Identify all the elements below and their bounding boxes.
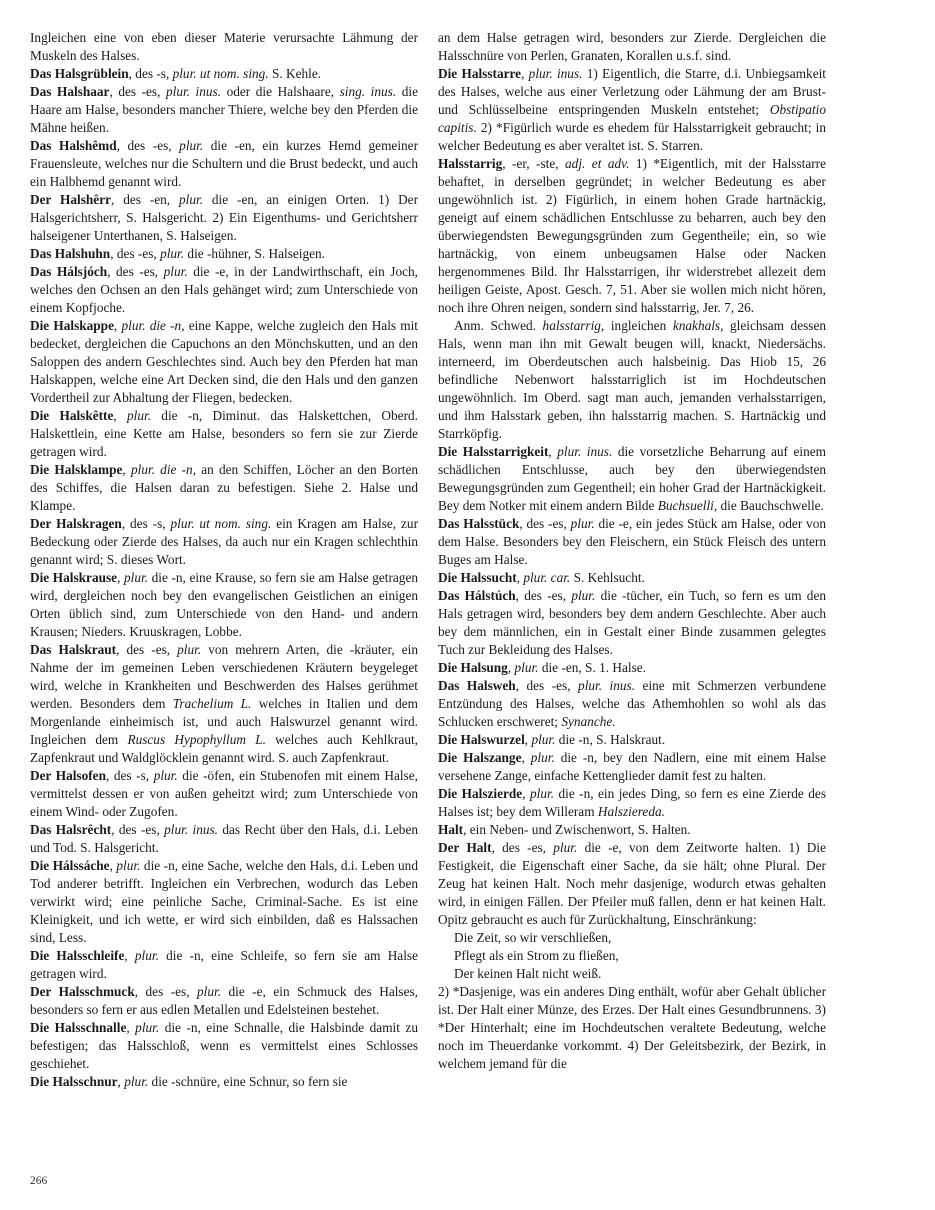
entry-text: Ingleichen eine von eben dieser Materie verursachte Lähmung der Muskeln des Halses. xyxy=(30,30,418,63)
entry-text: , des -es, plur. die -e, von dem Zeitworte halten. 1) Die Festigkeit, die Eigenschaft einer Sache, da sie hält; ohne Plural. Der Zeug hat keinen Halt. Noch mehr dasjenige, wodurch etwas gehalten wird, in einigen Fällen. Der Pfeiler muß fallen, denn er hat keinen Halt. Opitz gebraucht es auch für Zurückhaltung, Einschränkung: xyxy=(438,840,826,927)
dictionary-entry xyxy=(438,155,826,317)
dictionary-entry xyxy=(438,65,826,155)
entry-text: , plur. die -n, an den Schiffen, Löcher an den Borten des Schiffes, die Halsen daran zu befestigen. Siehe 2. Halse und Klampe. xyxy=(30,462,418,513)
right-column xyxy=(438,29,826,1073)
entry-text: , des -es, plur. von mehrern Arten, die -kräuter, ein Nahme der im gemeinen Leben verschiedenen Kräutern beygeleget wird, welche in Krankheiten und Beschwerden des Halses gerühmet werden. Besonders dem Trachelium L. welches in Italien und dem Morgenlande einheimisch ist, und auch Halswurzel genannt wird. Ingleichen dem Ruscus Hypophyllum L. welches auch Kehlkraut, Zapfenkraut und Waldglöcklein genannt wird. S. auch Zapfenkraut. xyxy=(30,642,419,765)
dictionary-entry xyxy=(30,245,418,263)
entry-text: , plur. die -n, eine Schnalle, die Halsbinde damit zu befestigen; das Halsschloß, wenn es vermittelst eines Schlosses geschiehet. xyxy=(30,1020,418,1071)
headword: Die Halsschleife xyxy=(30,948,125,963)
entry-text: , des -es, plur. die -en, ein kurzes Hemd gemeiner Frauensleute, welches nur die Schultern und die Brust bedeckt, und auch ein Halbhemd genannt wird. xyxy=(30,138,418,189)
entry-text: , des -es, plur. die -hühner, S. Halseigen. xyxy=(110,246,325,261)
left-column xyxy=(30,29,418,1091)
entry-text: Pflegt als ein Strom zu fließen, xyxy=(454,948,619,963)
entry-text: , plur. die -n, ein jedes Ding, so fern es eine Zierde des Halses ist; bey dem Willeram Halsziereda. xyxy=(438,786,826,819)
headword: Die Halsung xyxy=(438,660,508,675)
dictionary-entry xyxy=(30,983,418,1019)
verse-line xyxy=(438,929,826,947)
entry-continuation xyxy=(438,317,826,443)
dictionary-entry xyxy=(30,461,418,515)
dictionary-entry xyxy=(438,821,826,839)
headword: Der Halsofen xyxy=(30,768,106,783)
entry-text: , plur. die -n, eine Kappe, welche zugleich den Hals mit bedecket, dergleichen die Capuchons an den Mönchskutten, und an den Saloppen des andern Geschlechtes sind. Auch bey den Pferden hat man Halskappen, welche eine Art Decken sind, die den Hals und den ganzen Vordertheil zur Abhaltung der Fliegen, bedecken. xyxy=(30,318,418,405)
headword: Die Halszierde xyxy=(438,786,523,801)
headword: Der Halskragen xyxy=(30,516,122,531)
entry-text: , plur. die -n, S. Halskraut. xyxy=(524,732,666,747)
entry-continuation xyxy=(438,983,826,1073)
entry-text: , plur. die -en, S. 1. Halse. xyxy=(507,660,646,675)
dictionary-entry xyxy=(438,515,826,569)
entry-text: , plur. die -n, eine Sache, welche den Hals, d.i. Leben und Tod anderer betrifft. Ingleichen ein Verbrechen, wodurch das Leben verwirkt wird; eine peinliche Sache, Criminal-Sache. Es ist eine Kleinigkeit, und ich wette, er wird sich einbilden, daß es Halssachen sind, Less. xyxy=(30,858,418,945)
dictionary-entry xyxy=(438,587,826,659)
headword: Das Halsstück xyxy=(438,516,520,531)
entry-continuation xyxy=(30,29,418,65)
entry-continuation xyxy=(438,29,826,65)
dictionary-entry xyxy=(30,1019,418,1073)
entry-text: , plur. car. S. Kehlsucht. xyxy=(516,570,645,585)
headword: Das Halsweh xyxy=(438,678,516,693)
entry-text: an dem Halse getragen wird, besonders zur Zierde. Dergleichen die Halsschnüre von Perlen, Granaten, Korallen u.s.f. sind. xyxy=(438,30,826,63)
page-number: 266 xyxy=(30,1175,48,1187)
headword: Die Halsstarrigkeit xyxy=(438,444,549,459)
dictionary-entry xyxy=(30,263,418,317)
headword: Das Halsgrüblein xyxy=(30,66,129,81)
headword: Das Halsrêcht xyxy=(30,822,112,837)
headword: Der Halshêrr xyxy=(30,192,112,207)
headword: Das Hálstúch xyxy=(438,588,516,603)
headword: Das Halskraut xyxy=(30,642,117,657)
dictionary-entry xyxy=(30,317,418,407)
dictionary-entry xyxy=(30,767,418,821)
entry-text: Anm. Schwed. halsstarrig, ingleichen knakhals, gleichsam dessen Hals, wenn man ihn mit Gewalt beugen will, knackt, Niedersächs. interneerd, im Oberdeutschen auch halsbeinig. Das Hiob 15, 26 befindliche Nebenwort halsstarriglich ist im Hochdeutschen ungewöhnlich. Im Oberd. sagt man auch, jemanden verhalsstarrigen, und ihm Halsstark geben, ihn halsstarrig machen. S. Hartnäckig und Starrköpfig. xyxy=(438,318,826,441)
dictionary-entry xyxy=(30,641,418,767)
dictionary-entry xyxy=(438,569,826,587)
headword: Die Halswurzel xyxy=(438,732,525,747)
headword: Das Halshaar xyxy=(30,84,110,99)
entry-text: , des -es, plur. inus. das Recht über den Hals, d.i. Leben und Tod. S. Halsgericht. xyxy=(30,822,418,855)
entry-text: , des -es, plur. inus. eine mit Schmerzen verbundene Entzündung des Halses, welche das Athemhohlen so wohl als das Schlucken erschweret; Synanche. xyxy=(438,678,826,729)
entry-text: , plur. die -n, eine Krause, so fern sie am Halse getragen wird, dergleichen noch bey den evangelischen Geistlichen an einigen Orten üblich sind, zum Unterschiede von den Hand- und andern Krausen; Nieders. Kruuskragen, Lobbe. xyxy=(30,570,418,639)
entry-text: , plur. die -n, eine Schleife, so fern sie am Halse getragen wird. xyxy=(30,948,418,981)
entry-text: , des -es, plur. die -tücher, ein Tuch, so fern es um den Hals getragen wird, besonders bey dem andern Geschlechte. Aber auch bey dem männlichen, ein in Gestalt einer Binde zusammen gelegtes Tuch zur Bekleidung des Halses. xyxy=(438,588,826,657)
dictionary-entry xyxy=(30,191,418,245)
headword: Die Halsschnalle xyxy=(30,1020,127,1035)
headword: Das Halshêmd xyxy=(30,138,117,153)
dictionary-entry xyxy=(30,407,418,461)
entry-text: , ein Neben- und Zwischenwort, S. Halten. xyxy=(463,822,691,837)
entry-text: , plur. inus. 1) Eigentlich, die Starre, d.i. Unbiegsamkeit des Halses, welche aus einer Verletzung oder Lähmung der am Brust- und Schlüsselbeine entspringenden Muskeln entstehet; Obstipatio capitis. 2) *Figürlich wurde es ehedem für Halsstarrigkeit gebraucht; in welcher Bedeutung es aber veraltet ist. S. Starren. xyxy=(438,66,826,153)
dictionary-entry xyxy=(30,83,418,137)
headword: Die Hálssáche xyxy=(30,858,110,873)
entry-text: , des -s, plur. die -öfen, ein Stubenofen mit einem Halse, vermittelst dessen er von außen geheitzt wird; zum Unterschiede von einem Wind- oder Zugofen. xyxy=(30,768,418,819)
verse-line xyxy=(438,947,826,965)
headword: Das Hálsjóch xyxy=(30,264,108,279)
dictionary-entry xyxy=(30,569,418,641)
headword: Die Halssucht xyxy=(438,570,517,585)
headword: Halsstarrig xyxy=(438,156,503,171)
entry-text: , des -es, plur. inus. oder die Halshaare, sing. inus. die Haare am Halse, besonders mancher Thiere, welche bey den Pferden die Mähne heißen. xyxy=(30,84,418,135)
dictionary-entry xyxy=(438,731,826,749)
headword: Die Halsstarre xyxy=(438,66,522,81)
headword: Halt xyxy=(438,822,464,837)
entry-text: , -er, -ste, adj. et adv. 1) *Eigentlich, mit der Halsstarre behaftet, in derselben gegründet; in welcher Bedeutung es aber ungewöhnlich ist. 2) Figürlich, in einem hohen Grade hartnäckig, geneigt auf einem schädlichen Entschlusse zu beharren, auch bey den überwiegendsten Bewegungsgründen zum Gegentheile; ein, so wie hartnäckig, von einem unbeugsamen Halse oder Nacken hergenommenes Bild. Ihr Halsstarrigen, ihr widerstrebet allezeit dem heiligen Geiste, Apost. Gesch. 7, 51. Aber sie wollen mich nicht hören, noch ihre Ohren neigen, sondern sind halsstarrig, Jer. 7, 26. xyxy=(438,156,826,315)
dictionary-entry xyxy=(30,857,418,947)
dictionary-entry xyxy=(438,749,826,785)
entry-text: Der keinen Halt nicht weiß. xyxy=(454,966,602,981)
entry-text: , des -s, plur. ut nom. sing. ein Kragen am Halse, zur Bedeckung oder Zierde des Halses, da auch nur ein Kragen schlechthin genannt wird; S. dieses Wort. xyxy=(30,516,418,567)
entry-text: , plur. die -n, Diminut. das Halskettchen, Oberd. Halskettlein, eine Kette am Halse, besonders so fern sie zur Zierde getragen wird. xyxy=(30,408,418,459)
entry-text: , des -es, plur. die -e, ein jedes Stück am Halse, oder von dem Halse. Besonders bey den Fleischern, ein Stück Fleisch des untern Buges am Halse. xyxy=(438,516,826,567)
headword: Die Halskappe xyxy=(30,318,114,333)
entry-text: , des -en, plur. die -en, an einigen Orten. 1) Der Halsgerichtsherr, S. Halsgericht. 2) Ein Eigenthums- und Gerichtsherr halseigener Unterthanen, S. Halseigen. xyxy=(30,192,419,243)
dictionary-entry xyxy=(438,443,826,515)
verse-line xyxy=(438,965,826,983)
headword: Der Halsschmuck xyxy=(30,984,135,999)
entry-text: , des -es, plur. die -e, ein Schmuck des Halses, besonders so fern er aus edlen Metallen und Edelsteinen bestehet. xyxy=(30,984,418,1017)
dictionary-entry xyxy=(30,1073,418,1091)
headword: Die Halszange xyxy=(438,750,522,765)
dictionary-entry xyxy=(30,821,418,857)
dictionary-entry xyxy=(438,677,826,731)
headword: Der Halt xyxy=(438,840,492,855)
entry-text: , plur. die -n, bey den Nadlern, eine mit einem Halse versehene Zange, einfache Kettenglieder damit fest zu halten. xyxy=(438,750,826,783)
entry-text: Die Zeit, so wir verschließen, xyxy=(454,930,612,945)
dictionary-entry xyxy=(30,515,418,569)
headword: Die Halskêtte xyxy=(30,408,114,423)
dictionary-entry xyxy=(438,839,826,929)
entry-text: , plur. die -schnüre, eine Schnur, so fern sie xyxy=(117,1074,348,1089)
entry-text: 2) *Dasjenige, was ein anderes Ding enthält, wofür aber Gehalt üblicher ist. Der Halt einer Münze, des Erzes. Der Halt eines Gesundbrunnens. 3) *Der Hinterhalt; eine im Hochdeutschen veraltete Bedeutung, welche noch im Theuerdanke vorkommt. 4) Der Geleitsbezirk, der Bezirk, in welchem jemand für die xyxy=(438,984,826,1071)
dictionary-entry xyxy=(438,659,826,677)
headword: Die Halskrause xyxy=(30,570,118,585)
headword: Die Halsschnur xyxy=(30,1074,118,1089)
entry-text: , plur. inus. die vorsetzliche Beharrung auf einem schädlichen Entschlusse, auch bey den überwiegendsten Bewegungsgründen zum Gegentheil; ein hoher Grad der Hartnäckigkeit. Bey dem Notker mit einem andern Bilde Buchsuelli, die Bauchschwelle. xyxy=(438,444,826,513)
dictionary-entry xyxy=(30,947,418,983)
headword: Die Halsklampe xyxy=(30,462,123,477)
entry-text: , des -es, plur. die -e, in der Landwirthschaft, ein Joch, welches den Ochsen an den Hals gehänget wird; zum Unterschiede von einem Kopfjoche. xyxy=(30,264,418,315)
dictionary-entry xyxy=(30,137,418,191)
headword: Das Halshuhn xyxy=(30,246,111,261)
dictionary-entry xyxy=(438,785,826,821)
entry-text: , des -s, plur. ut nom. sing. S. Kehle. xyxy=(128,66,322,81)
dictionary-entry xyxy=(30,65,418,83)
